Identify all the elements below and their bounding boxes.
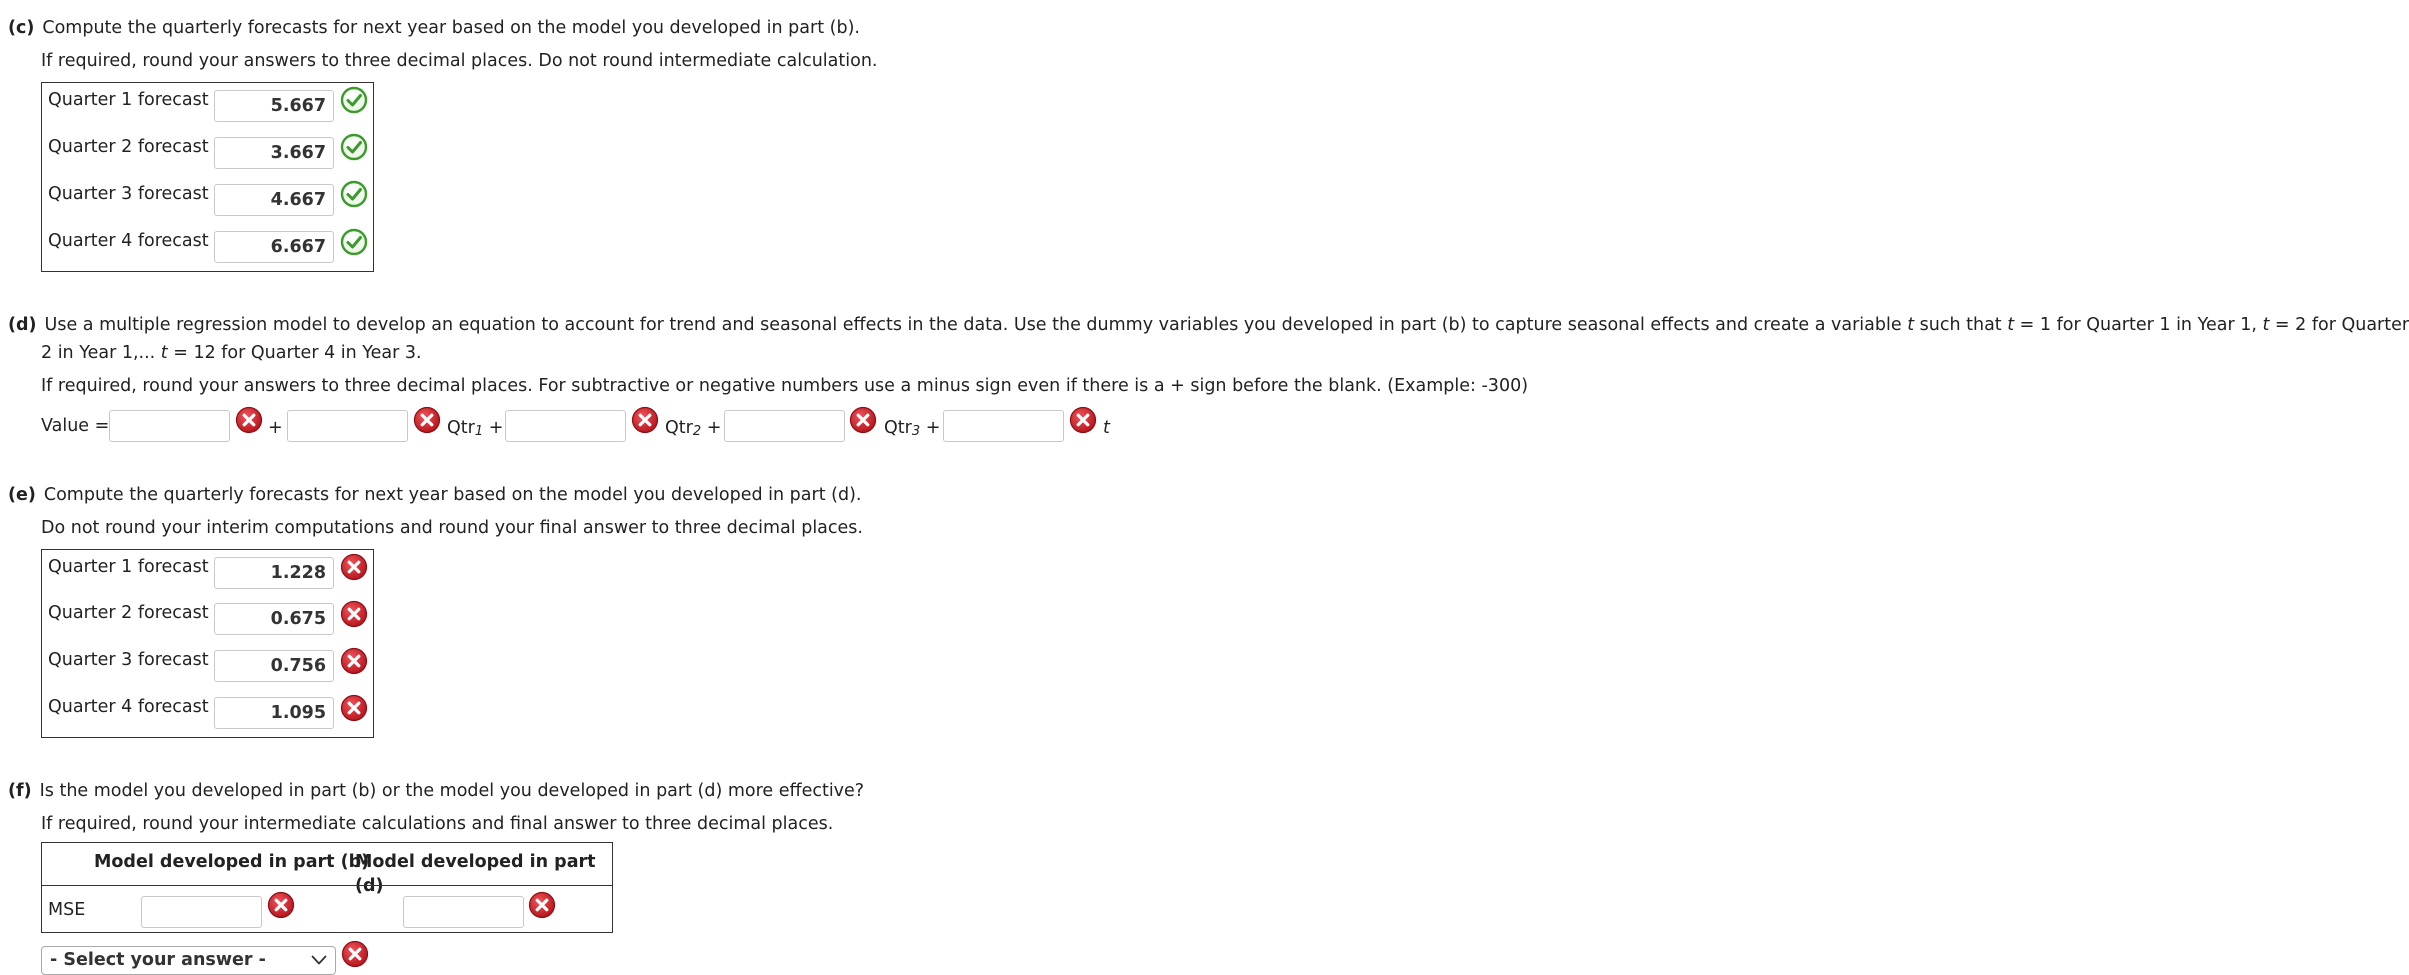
trend-coef-input[interactable] <box>943 410 1064 442</box>
mse-row-label: MSE <box>48 900 86 920</box>
x-circle-icon <box>340 647 368 675</box>
forecast-row <box>42 596 373 636</box>
x-circle-icon <box>413 406 441 434</box>
check-circle-icon <box>340 180 368 208</box>
forecast-label: Quarter 1 forecast <box>48 557 209 577</box>
qtr1-coef-input[interactable] <box>287 410 408 442</box>
forecast-label: Quarter 3 forecast <box>48 650 209 670</box>
forecast-label: Quarter 1 forecast <box>48 90 209 110</box>
forecast-label: Quarter 2 forecast <box>48 137 209 157</box>
forecast-row <box>42 83 373 123</box>
forecast-row <box>42 550 373 590</box>
forecast-input[interactable]: 0.756 <box>214 650 334 682</box>
mse-input-model-b[interactable] <box>141 896 262 928</box>
part-c-question: (c) Compute the quarterly forecasts for next year based on the model you developed in part (b). <box>8 18 860 38</box>
part-d-instruction: If required, round your answers to three decimal places. For subtractive or negative numbers use a minus sign even if there is a + sign before the blank. (Example: -300) <box>41 376 1529 396</box>
forecast-row <box>42 224 373 264</box>
x-circle-icon <box>340 600 368 628</box>
x-circle-icon <box>341 940 369 968</box>
qtr1-term: Qtr$_1$ + <box>447 418 504 439</box>
x-circle-icon <box>631 406 659 434</box>
chevron-down-icon <box>311 954 327 966</box>
part-c-letter: (c) <box>8 18 35 38</box>
x-circle-icon <box>340 694 368 722</box>
part-e-instruction: Do not round your interim computations and round your final answer to three decimal places. <box>41 518 863 538</box>
forecast-input[interactable]: 1.228 <box>214 557 334 589</box>
x-circle-icon <box>235 406 263 434</box>
forecast-row <box>42 130 373 170</box>
x-circle-icon <box>1069 406 1097 434</box>
trend-term: t <box>1103 418 1110 438</box>
x-circle-icon <box>849 406 877 434</box>
qtr3-coef-input[interactable] <box>724 410 845 442</box>
forecast-row <box>42 177 373 217</box>
forecast-label: Quarter 4 forecast <box>48 697 209 717</box>
qtr3-term: Qtr$_3$ + <box>884 418 941 439</box>
table-divider <box>42 885 612 886</box>
part-c-instruction: If required, round your answers to three decimal places. Do not round intermediate calculation. <box>41 51 878 71</box>
equation-lhs: Value = <box>41 416 110 436</box>
forecast-input[interactable]: 6.667 <box>214 231 334 263</box>
forecast-input[interactable]: 5.667 <box>214 90 334 122</box>
forecast-input[interactable]: 1.095 <box>214 697 334 729</box>
forecast-label: Quarter 3 forecast <box>48 184 209 204</box>
check-circle-icon <box>340 228 368 256</box>
plus-sign: + <box>268 418 283 438</box>
part-e-question: (e) Compute the quarterly forecasts for next year based on the model you developed in part (d). <box>8 485 862 505</box>
part-c-forecast-table <box>41 82 374 272</box>
qtr2-coef-input[interactable] <box>505 410 626 442</box>
forecast-label: Quarter 4 forecast <box>48 231 209 251</box>
select-value: - Select your answer - <box>50 950 266 970</box>
forecast-label: Quarter 2 forecast <box>48 603 209 623</box>
part-f-instruction: If required, round your intermediate calculations and final answer to three decimal places. <box>41 814 834 834</box>
forecast-row <box>42 643 373 683</box>
mse-col-header-b: Model developed in part (b) <box>94 852 370 872</box>
x-circle-icon <box>267 891 295 919</box>
forecast-input[interactable]: 4.667 <box>214 184 334 216</box>
part-d-question: (d) Use a multiple regression model to develop an equation to account for trend and seasonal effects in the data. Use the dummy variables you developed in part (b) to capture seasonal effects and create a variable t such that t = 1 for Quarter 1 in Year 1, t = 2 for Quarter <box>8 315 2409 335</box>
check-circle-icon <box>340 86 368 114</box>
qtr2-term: Qtr$_2$ + <box>665 418 722 439</box>
check-circle-icon <box>340 133 368 161</box>
intercept-input[interactable] <box>109 410 230 442</box>
mse-input-model-d[interactable] <box>403 896 524 928</box>
part-d-question-line2: 2 in Year 1,... t = 12 for Quarter 4 in Year 3. <box>41 343 422 363</box>
forecast-input[interactable]: 3.667 <box>214 137 334 169</box>
part-e-letter: (e) <box>8 485 36 505</box>
x-circle-icon <box>528 891 556 919</box>
part-e-forecast-table <box>41 549 374 738</box>
forecast-input[interactable]: 0.675 <box>214 603 334 635</box>
answer-select[interactable] <box>41 946 336 975</box>
mse-table <box>41 842 613 933</box>
part-d-letter: (d) <box>8 315 37 335</box>
x-circle-icon <box>340 553 368 581</box>
mse-col-header-d: Model developed in part (d) <box>355 852 596 896</box>
forecast-row <box>42 690 373 730</box>
part-f-question: (f) Is the model you developed in part (b) or the model you developed in part (d) more effective? <box>8 781 865 801</box>
part-f-letter: (f) <box>8 781 32 801</box>
